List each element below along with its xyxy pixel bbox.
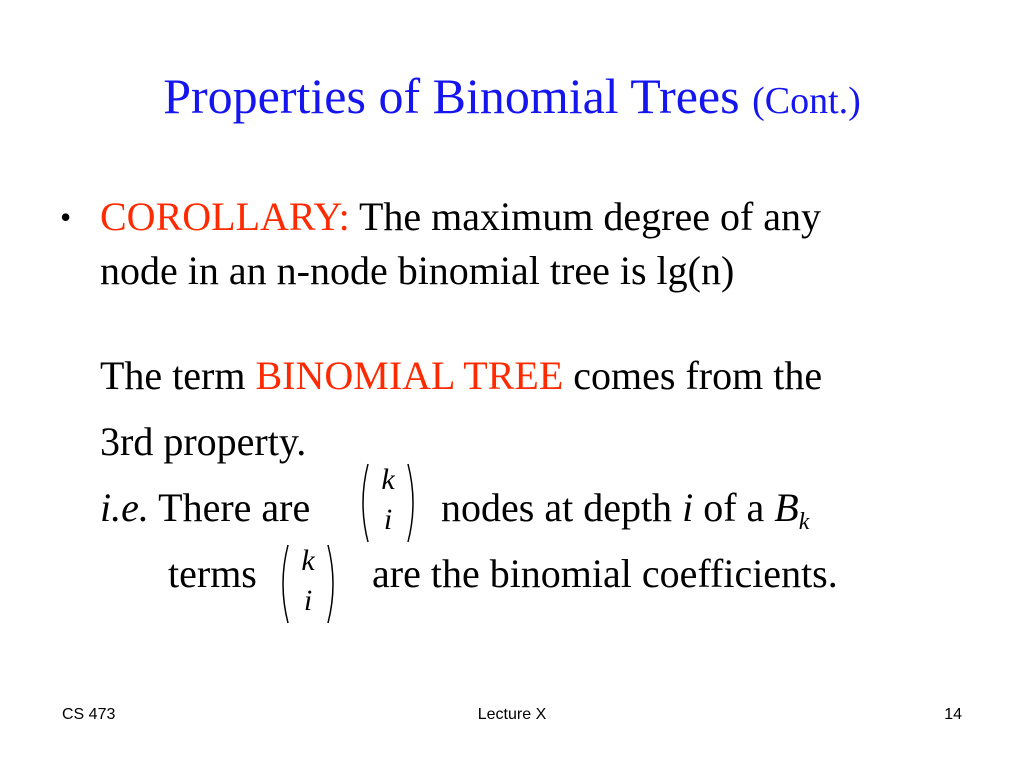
- footer-course: CS 473: [62, 706, 116, 723]
- ie-B-subscript: k: [798, 509, 810, 535]
- binomial-2-bottom: i: [303, 584, 313, 617]
- ie-B: B: [774, 485, 799, 530]
- binomial-coefficient-1: [356, 462, 420, 544]
- bullet-dot: •: [60, 199, 72, 235]
- binomial-1-bottom: i: [383, 503, 393, 536]
- title-suffix: (Cont.): [752, 80, 861, 122]
- term-highlight: BINOMIAL TREE: [255, 353, 564, 398]
- ie-line-end: [441, 484, 809, 538]
- ie-line-start: [100, 484, 310, 532]
- corollary-line-2: [100, 247, 734, 295]
- binomial-coefficient-2: [276, 543, 340, 625]
- corollary-line-1: [100, 193, 821, 241]
- terms-word: terms: [168, 551, 257, 596]
- corollary-text-1: The maximum degree of any: [358, 194, 822, 239]
- slide-title: [0, 66, 1024, 131]
- term-prefix: The term: [100, 353, 246, 398]
- terms-after-binom: are the binomial coefficients.: [372, 551, 838, 596]
- ie-var-i: i: [682, 485, 694, 530]
- term-line-2-text: 3rd property.: [100, 419, 307, 464]
- corollary-label: COROLLARY:: [100, 194, 350, 239]
- corollary-text-2: node in an n-node binomial tree is lg(n): [100, 248, 735, 293]
- ie-abbrev: i.e.: [100, 485, 149, 530]
- footer-page-number: 14: [944, 706, 962, 723]
- footer-lecture: Lecture X: [477, 706, 547, 723]
- ie-text: There are: [158, 485, 311, 530]
- terms-word-line: [168, 550, 257, 598]
- term-line-2: [100, 418, 306, 466]
- binomial-1-top: k: [381, 463, 395, 496]
- ie-after-binom: nodes at depth: [441, 485, 673, 530]
- term-suffix: comes from the: [573, 353, 823, 398]
- terms-line-end: [372, 550, 838, 598]
- term-line-1: [100, 352, 822, 400]
- binomial-2-top: k: [301, 544, 315, 577]
- ie-of-a: of a: [703, 485, 765, 530]
- title-main: Properties of Binomial Trees: [163, 68, 740, 124]
